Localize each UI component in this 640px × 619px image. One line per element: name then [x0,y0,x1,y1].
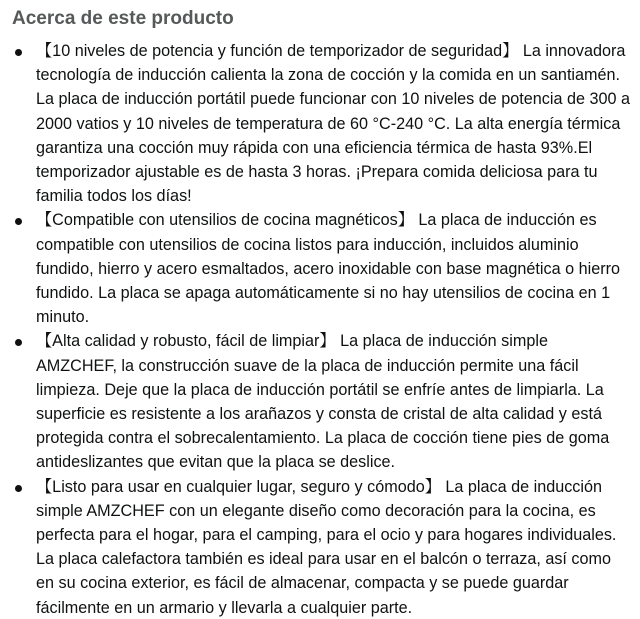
feature-bullet-text: 【Listo para usar en cualquier lugar, seguro y cómodo】 La placa de inducción simple AMZCHEF con un elegante diseño como decoración para la cocina, es perfecta para el hogar, para el camping, para el ocio y para hogares individuales. La placa calefactora también es ideal para usar en el balcón o terraza, así como en su cocina exterior, es fácil de almacenar, compacta y se puede guardar fácilmente en un armario y llevarla a cualquier parte. [36,477,617,617]
bullet-dot-icon [15,49,22,56]
feature-bullet-list [0,39,640,619]
feature-bullet-item [0,475,640,619]
bullet-dot-icon [15,485,22,492]
feature-bullet-text: 【Compatible con utensilios de cocina magnéticos】 La placa de inducción es compatible con utensilios de cocina listos para inducción, incluidos aluminio fundido, hierro y acero esmaltados, acero inoxidable con base magnética o hierro fundido. La placa se apaga automáticamente si no hay utensilios de cocina en 1 minuto. [36,211,620,327]
section-title: Acerca de este producto [12,8,234,29]
feature-bullet-item [0,208,640,329]
feature-bullet-text: 【Alta calidad y robusto, fácil de limpiar】 La placa de inducción simple AMZCHEF, la construcción suave de la placa de inducción permite una fácil limpieza. Deje que la placa de inducción portátil se enfríe antes de limpiarla. La superficie es resistente a los arañazos y consta de cristal de alta calidad y está protegida contra el sobrecalentamiento. La placa de cocción tiene pies de goma antideslizantes que evitan que la placa se deslice. [36,332,610,472]
feature-bullet-item [0,329,640,474]
feature-bullet-item [0,39,640,208]
feature-bullet-text: 【10 niveles de potencia y función de temporizador de seguridad】 La innovadora tecnología de inducción calienta la zona de cocción y la comida en un santiamén. La placa de inducción portátil puede funcionar con 10 niveles de potencia de 300 a 2000 vatios y 10 niveles de temperatura de 60 °C-240 °C. La alta energía térmica garantiza una cocción muy rápida con una eficiencia térmica de hasta 93%.El temporizador ajustable es de hasta 3 horas. ¡Prepara comida deliciosa para tu familia todos los días! [36,42,630,206]
bullet-dot-icon [15,218,22,225]
bullet-dot-icon [15,339,22,346]
